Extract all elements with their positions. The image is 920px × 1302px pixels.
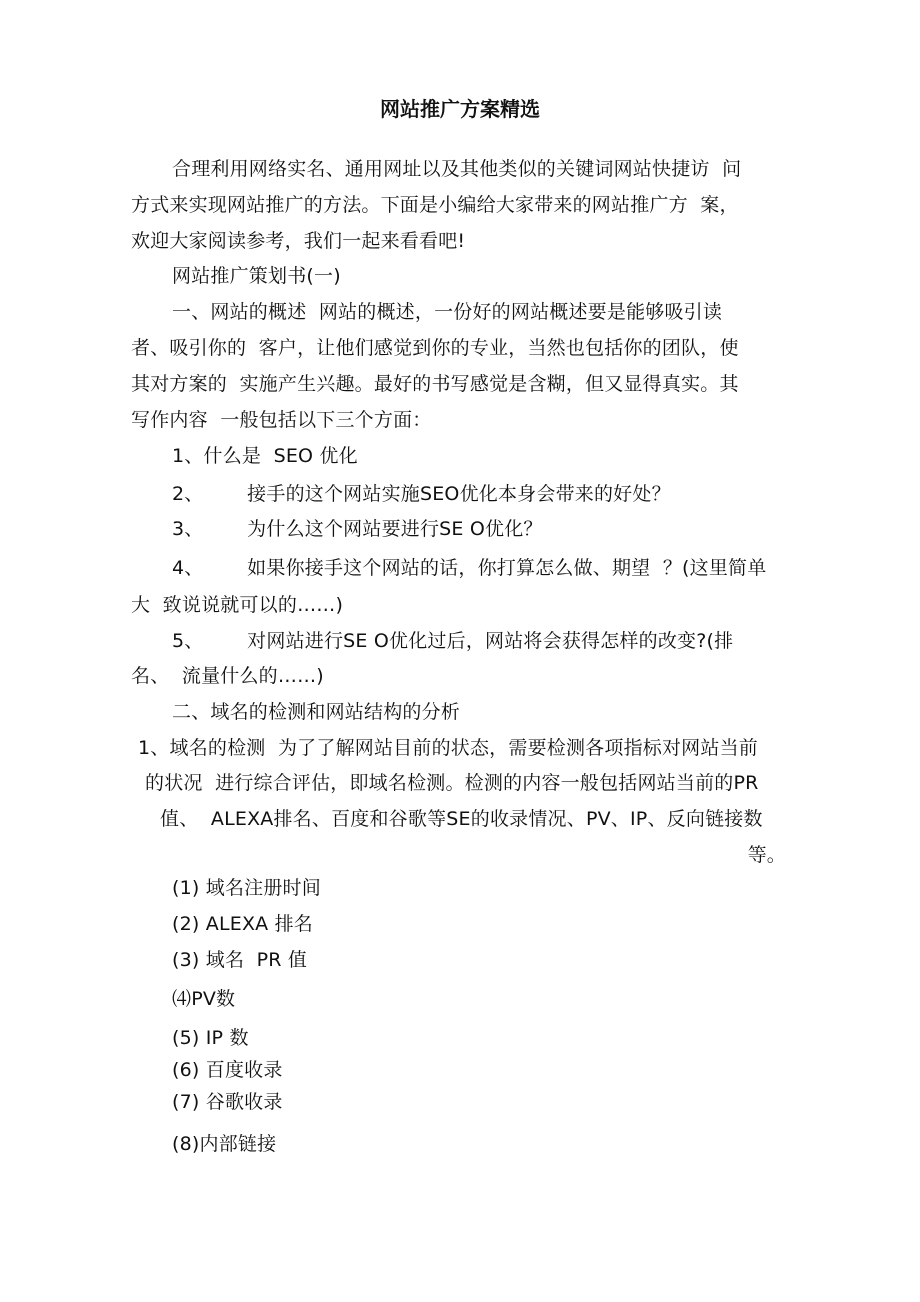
item-5-line-2: 名、 流量什么的……) xyxy=(131,665,324,687)
document-title: 网站推广方案精选 xyxy=(380,97,540,121)
part2-line-1: 1、域名的检测 为了了解网站目前的状态，需要检测各项指标对网站当前 xyxy=(138,737,758,759)
list-item-8: (8)内部链接 xyxy=(172,1133,277,1155)
intro-line-3: 欢迎大家阅读参考，我们一起来看看吧! xyxy=(131,230,466,252)
item-2: 2、 接手的这个网站实施SEO优化本身会带来的好处？ xyxy=(172,483,671,505)
list-item-1: (1) 域名注册时间 xyxy=(172,877,321,899)
list-item-6: (6) 百度收录 xyxy=(172,1059,283,1081)
item-5-line-1: 5、 对网站进行SE O优化过后，网站将会获得怎样的改变?(排 xyxy=(172,630,734,652)
item-4-line-2: 大 致说说就可以的……) xyxy=(131,594,344,616)
intro-line-2: 方式来实现网站推广的方法。下面是小编给大家带来的网站推广方 案， xyxy=(131,194,739,216)
list-item-5: (5) IP 数 xyxy=(172,1027,249,1049)
part2-line-3: 值、 ALEXA排名、百度和谷歌等SE的收录情况、PV、IP、反向链接数 xyxy=(160,808,763,830)
part2-heading: 二、域名的检测和网站结构的分析 xyxy=(172,701,461,723)
part1-line-4: 写作内容 一般包括以下三个方面： xyxy=(131,409,432,431)
list-item-3: (3) 域名 PR 值 xyxy=(172,949,308,971)
part2-line-4: 等。 xyxy=(747,844,786,866)
part1-line-2: 者、吸引你的 客户，让他们感觉到你的专业，当然也包括你的团队，使 xyxy=(131,337,739,359)
part1-line-3: 其对方案的 实施产生兴趣。最好的书写感觉是含糊，但又显得真实。其 xyxy=(131,373,739,395)
list-item-7: (7) 谷歌收录 xyxy=(172,1091,283,1113)
item-1: 1、什么是 SEO 优化 xyxy=(172,445,358,467)
section-plan-heading: 网站推广策划书(一) xyxy=(172,265,341,287)
list-item-4: ⑷PV数 xyxy=(172,988,236,1010)
intro-line-1: 合理利用网络实名、通用网址以及其他类似的关键词网站快捷访 问 xyxy=(172,158,742,180)
list-item-2: (2) ALEXA 排名 xyxy=(172,913,313,935)
item-3: 3、 为什么这个网站要进行SE O优化？ xyxy=(172,518,543,540)
part2-line-2: 的状况 进行综合评估，即域名检测。检测的内容一般包括网站当前的PR xyxy=(145,772,759,794)
item-4-line-1: 4、 如果你接手这个网站的话，你打算怎么做、期望 ？(这里简单 xyxy=(172,557,767,579)
part1-line-1: 一、网站的概述 网站的概述，一份好的网站概述要是能够吸引读 xyxy=(172,301,723,323)
